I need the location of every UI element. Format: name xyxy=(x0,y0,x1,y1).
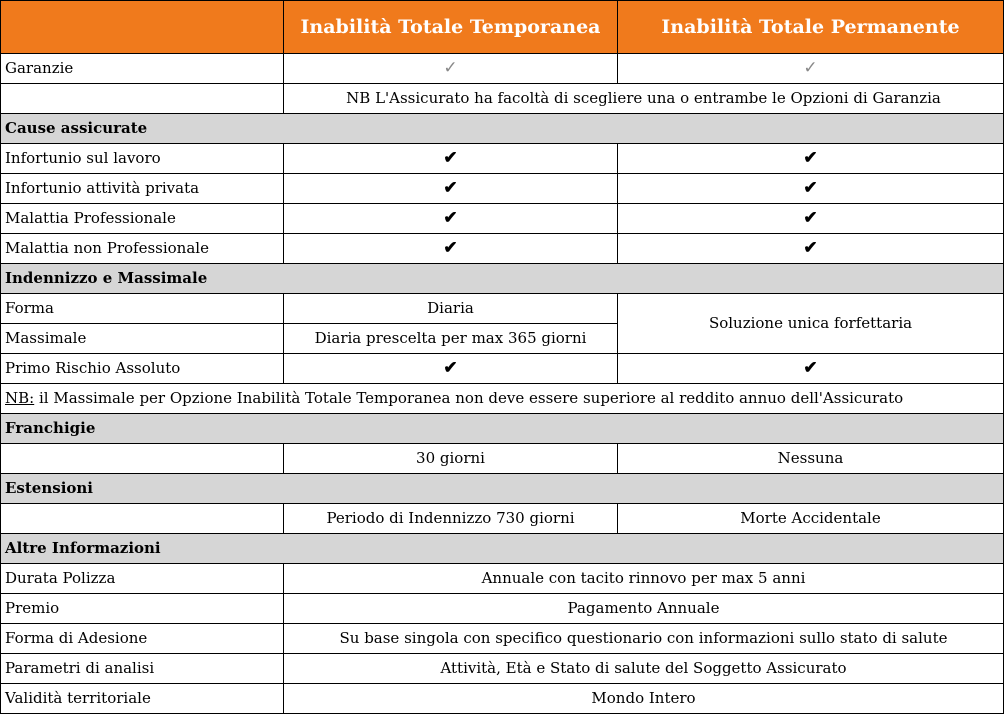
cell-value: Pagamento Annuale xyxy=(284,594,1004,624)
section-title: Altre Informazioni xyxy=(1,534,1004,564)
table-row xyxy=(1,684,1004,714)
row-label: Garanzie xyxy=(1,54,284,84)
cell-value: Morte Accidentale xyxy=(618,504,1004,534)
cell-value: Annuale con tacito rinnovo per max 5 anni xyxy=(284,564,1004,594)
cell-value: Su base singola con specifico questionario con informazioni sullo stato di salute xyxy=(284,624,1004,654)
check-icon: ✔ xyxy=(443,148,458,168)
section-header xyxy=(1,264,1004,294)
cell-value: Attività, Età e Stato di salute del Soggetto Assicurato xyxy=(284,654,1004,684)
check-icon: ✔ xyxy=(443,178,458,198)
check-icon: ✓ xyxy=(443,58,458,78)
check-icon: ✔ xyxy=(803,238,818,258)
table-row xyxy=(1,504,1004,534)
table-row xyxy=(1,84,1004,114)
table-row xyxy=(1,384,1004,414)
row-label: Forma xyxy=(1,294,284,324)
table-row xyxy=(1,354,1004,384)
check-icon: ✔ xyxy=(443,208,458,228)
nb-text: il Massimale per Opzione Inabilità Totale Temporanea non deve essere superiore al reddito annuo dell'Assicurato xyxy=(34,389,904,407)
cell-value: Diaria prescelta per max 365 giorni xyxy=(284,324,618,354)
garanzie-note: NB L'Assicurato ha facoltà di scegliere una o entrambe le Opzioni di Garanzia xyxy=(284,84,1004,114)
table-row xyxy=(1,54,1004,84)
section-header xyxy=(1,534,1004,564)
row-label: Parametri di analisi xyxy=(1,654,284,684)
header-temporanea: Inabilità Totale Temporanea xyxy=(284,1,618,54)
table-row xyxy=(1,144,1004,174)
cell-value: Diaria xyxy=(284,294,618,324)
section-title: Franchigie xyxy=(1,414,1004,444)
row-label: Malattia Professionale xyxy=(1,204,284,234)
check-icon: ✔ xyxy=(803,208,818,228)
check-icon: ✔ xyxy=(443,358,458,378)
row-label: Premio xyxy=(1,594,284,624)
header-row xyxy=(1,1,1004,54)
row-label: Forma di Adesione xyxy=(1,624,284,654)
row-label: Infortunio attività privata xyxy=(1,174,284,204)
table-row xyxy=(1,204,1004,234)
table-row xyxy=(1,594,1004,624)
nb-note xyxy=(1,384,1004,414)
cell-value: Nessuna xyxy=(618,444,1004,474)
check-icon: ✔ xyxy=(803,358,818,378)
nb-prefix: NB: xyxy=(5,389,35,407)
table-row xyxy=(1,174,1004,204)
section-header xyxy=(1,414,1004,444)
row-label: Validità territoriale xyxy=(1,684,284,714)
row-label: Malattia non Professionale xyxy=(1,234,284,264)
header-permanente: Inabilità Totale Permanente xyxy=(618,1,1004,54)
table-row xyxy=(1,654,1004,684)
cell-value: 30 giorni xyxy=(284,444,618,474)
table-row xyxy=(1,444,1004,474)
check-icon: ✔ xyxy=(803,178,818,198)
header-empty-cell xyxy=(1,1,284,54)
check-icon: ✔ xyxy=(803,148,818,168)
section-title: Indennizzo e Massimale xyxy=(1,264,1004,294)
check-icon: ✔ xyxy=(443,238,458,258)
table-row xyxy=(1,294,1004,324)
table-row xyxy=(1,624,1004,654)
section-header xyxy=(1,474,1004,504)
cell-value: Mondo Intero xyxy=(284,684,1004,714)
row-label: Massimale xyxy=(1,324,284,354)
row-label: Durata Polizza xyxy=(1,564,284,594)
row-label: Infortunio sul lavoro xyxy=(1,144,284,174)
cell-value: Periodo di Indennizzo 730 giorni xyxy=(284,504,618,534)
cell-value: Soluzione unica forfettaria xyxy=(618,294,1004,354)
section-title: Estensioni xyxy=(1,474,1004,504)
section-title: Cause assicurate xyxy=(1,114,1004,144)
section-header xyxy=(1,114,1004,144)
row-label: Primo Rischio Assoluto xyxy=(1,354,284,384)
table-row xyxy=(1,234,1004,264)
check-icon: ✓ xyxy=(803,58,818,78)
table-row xyxy=(1,564,1004,594)
